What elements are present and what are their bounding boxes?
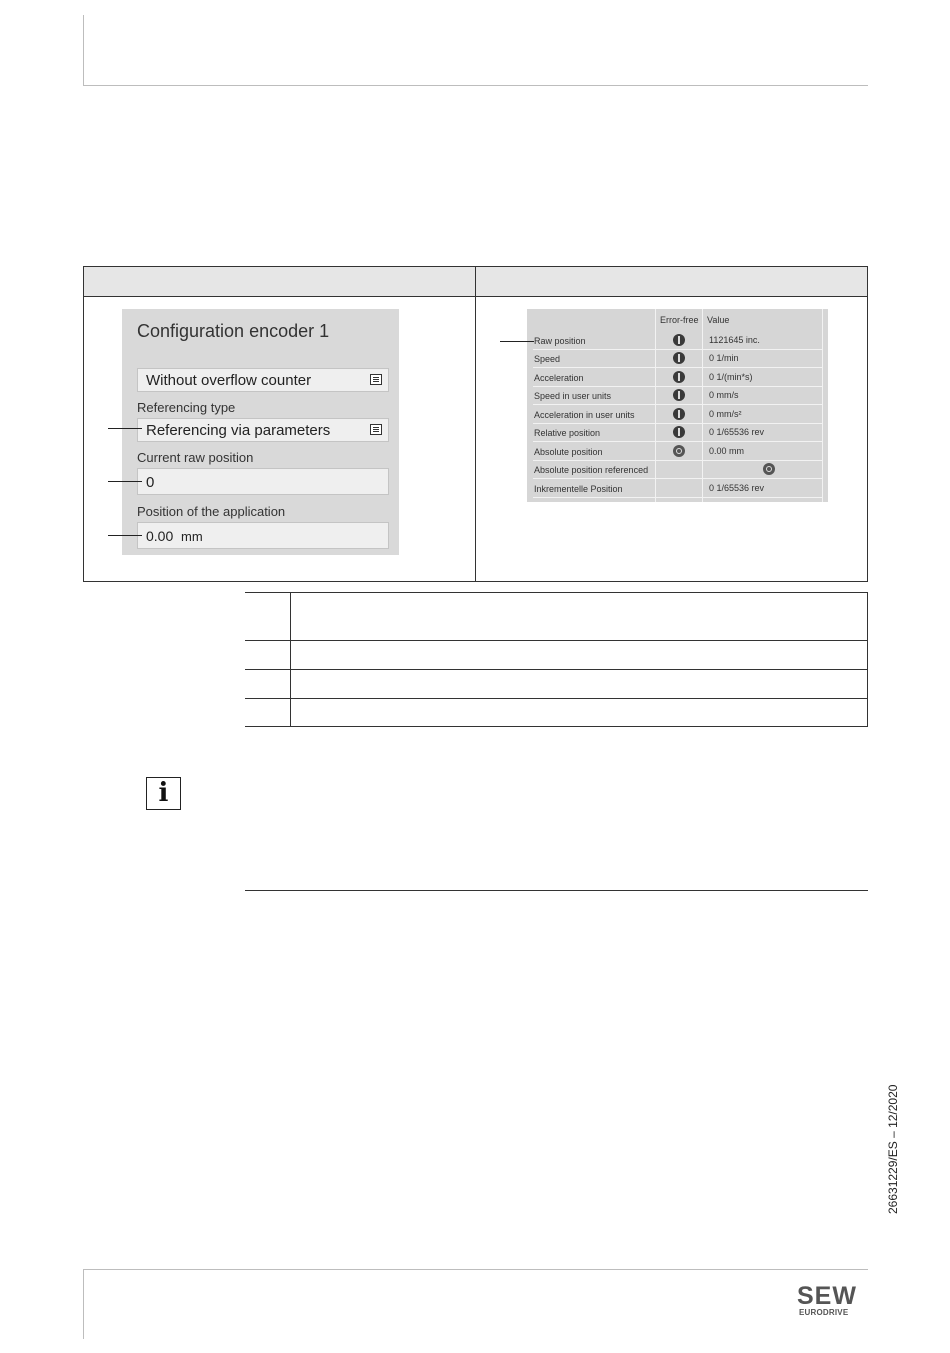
legend-divider [290,592,291,727]
value-row [533,369,823,387]
header-rule [83,85,868,86]
app-position-label: Position of the application [137,504,286,519]
raw-position-label: Current raw position [137,450,254,465]
ok-status-icon [763,463,775,475]
error-status-icon [673,426,685,438]
error-status-icon [673,371,685,383]
sew-eurodrive-logo [797,1284,867,1318]
legend-rule [245,698,868,699]
row-value: 0 mm/s [709,390,739,400]
row-name: Speed in user units [534,391,612,401]
callout-line [108,428,142,429]
row-name: Acceleration [534,373,584,383]
row-name: Acceleration in user units [534,410,635,420]
raw-position-field[interactable] [137,468,389,495]
error-status-icon [673,352,685,364]
row-value: 0 1/65536 rev [709,427,765,437]
logo-sew: SEW [797,1282,857,1310]
ok-status-icon [673,445,685,457]
raw-position-value: 0 [146,474,155,491]
callout-line [108,481,142,482]
footer-rule [83,1269,868,1270]
row-name: Absolute position referenced [534,465,649,475]
row-name: Speed [534,354,561,364]
legend-border [867,592,868,727]
referencing-type-value: Referencing via parameters [146,422,331,439]
value-row [533,443,823,461]
list-icon[interactable] [370,374,382,385]
value-row [533,424,823,442]
page-frame-bottom-left [83,1269,84,1339]
legend-table [245,592,868,727]
value-row [533,480,823,498]
legend-rule [245,592,868,593]
row-value: 0 1/min [709,353,739,363]
referencing-type-select[interactable] [137,418,389,442]
app-position-unit: mm [181,529,203,544]
list-icon[interactable] [370,424,382,435]
row-value: 0.00 mm [709,446,745,456]
legend-rule [245,640,868,641]
encoder-values-panel [527,309,828,502]
configuration-encoder-panel [122,309,399,555]
row-value: 0 1/(min*s) [709,372,753,382]
document-id: 26631229/ES – 12/2020 [886,1084,900,1214]
value-row [533,461,823,479]
app-position-value: 0.00 [146,528,174,544]
value-row [533,332,823,350]
callout-line [500,341,534,342]
legend-rule [245,726,868,727]
page-frame-top-left [83,15,84,85]
col-value: Value [707,315,730,325]
error-status-icon [673,334,685,346]
callout-line [108,535,142,536]
overflow-counter-value: Without overflow counter [146,372,312,389]
overflow-counter-select[interactable] [137,368,389,392]
error-status-icon [673,389,685,401]
value-row [533,406,823,424]
error-status-icon [673,408,685,420]
legend-rule [245,669,868,670]
note-end-rule [245,890,868,891]
row-name: Absolute position [534,447,603,457]
app-position-field[interactable] [137,522,389,549]
row-value: 0 1/65536 rev [709,483,765,493]
row-value: 1121645 inc. [709,335,760,345]
row-name: Relative position [534,428,601,438]
row-name: Raw position [534,336,586,346]
value-row [533,350,823,368]
col-error-free: Error-free [660,315,699,325]
info-icon: i [146,777,181,810]
referencing-type-label: Referencing type [137,400,236,415]
value-row [533,387,823,405]
logo-eurodrive: EURODRIVE [799,1308,849,1317]
figure-table-divider [475,267,476,581]
row-name: Inkrementelle Position [534,484,623,494]
row-value: 0 mm/s² [709,409,742,419]
panel-title: Configuration encoder 1 [137,321,330,341]
